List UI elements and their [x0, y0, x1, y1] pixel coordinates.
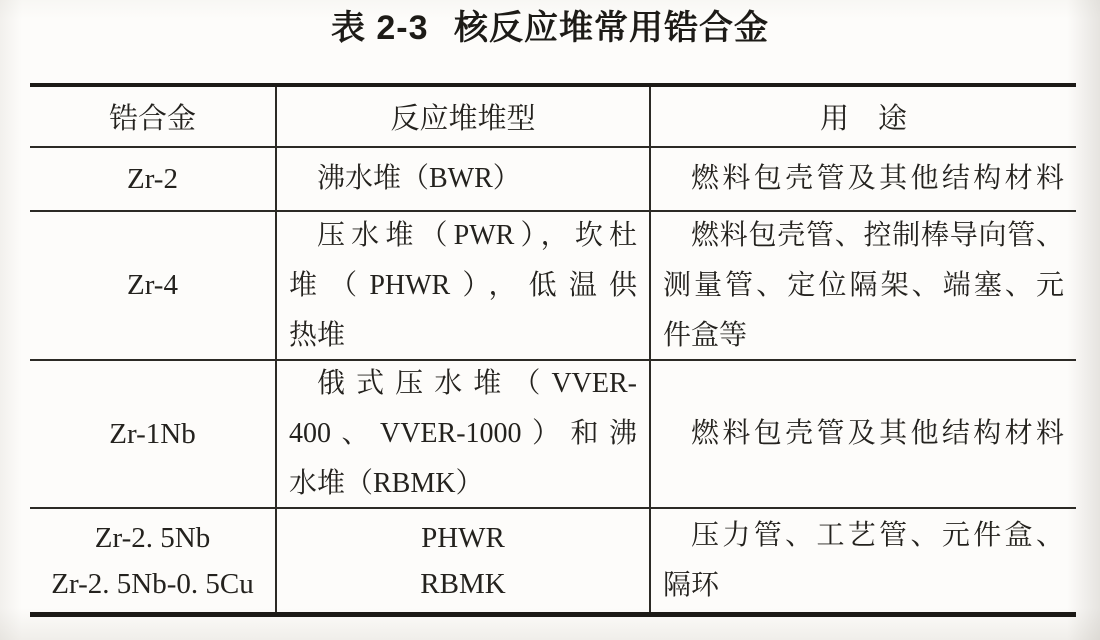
cell-zr1nb-usage [651, 361, 1076, 509]
reactor-text-line: 水堆（RBMK） [289, 468, 484, 499]
usage-text-line: 隔环 [663, 569, 720, 601]
alloy-name-line: Zr-2. 5Nb-0. 5Cu [51, 567, 254, 600]
table-caption [0, 6, 1100, 50]
reactor-text-line: PHWR [421, 521, 505, 554]
reactor-text-line: RBMK [420, 567, 506, 600]
cell-zr1nb-alloy [30, 361, 277, 509]
header-cell-alloy [30, 87, 277, 148]
cell-zr25nb-reactor [277, 509, 651, 612]
table-number: 表 2-3 [330, 9, 429, 47]
usage-text-line: 件盒等 [663, 319, 748, 351]
usage-text-line: 测量管、定位隔架、端塞、元 [663, 269, 1064, 301]
usage-text-line: 燃料包壳管、控制棒导向管、 [691, 219, 1064, 251]
alloy-name: Zr-2 [127, 162, 178, 195]
cell-zr2-reactor [277, 148, 651, 212]
reactor-text-line: 堆（PHWR），低温供 [289, 269, 637, 301]
reactor-text: 沸水堆（BWR） [317, 163, 521, 194]
table-title: 核反应堆常用锆合金 [454, 9, 770, 47]
usage-text: 燃料包壳管及其他结构材料 [691, 163, 1064, 194]
reactor-text-line: 俄式压水堆（VVER- [317, 368, 637, 399]
cell-zr2-alloy [30, 148, 277, 212]
reactor-text-line: 400、VVER-1000）和沸 [289, 418, 637, 449]
cell-zr25nb-usage [651, 509, 1076, 612]
usage-text-line: 压力管、工艺管、元件盒、 [691, 519, 1064, 551]
header-label-usage: 用 途 [819, 103, 907, 135]
header-cell-reactor-type [277, 87, 651, 148]
cell-zr4-reactor [277, 212, 651, 361]
cell-zr4-alloy [30, 212, 277, 361]
usage-text: 燃料包壳管及其他结构材料 [691, 418, 1064, 449]
cell-zr2-usage [651, 148, 1076, 212]
reactor-text-line: 压水堆（PWR），坎杜 [317, 219, 637, 251]
cell-zr1nb-reactor [277, 361, 651, 509]
cell-zr25nb-alloy [30, 509, 277, 612]
alloy-name: Zr-1Nb [109, 417, 196, 450]
zirconium-alloy-table [30, 83, 1076, 617]
alloy-name: Zr-4 [127, 269, 178, 301]
cell-zr4-usage [651, 212, 1076, 361]
header-label-reactor-type: 反应堆堆型 [390, 103, 536, 135]
header-cell-usage [651, 87, 1076, 148]
reactor-text-line: 热堆 [289, 319, 346, 351]
header-label-alloy: 锆合金 [108, 103, 196, 135]
alloy-name-line: Zr-2. 5Nb [94, 521, 211, 554]
